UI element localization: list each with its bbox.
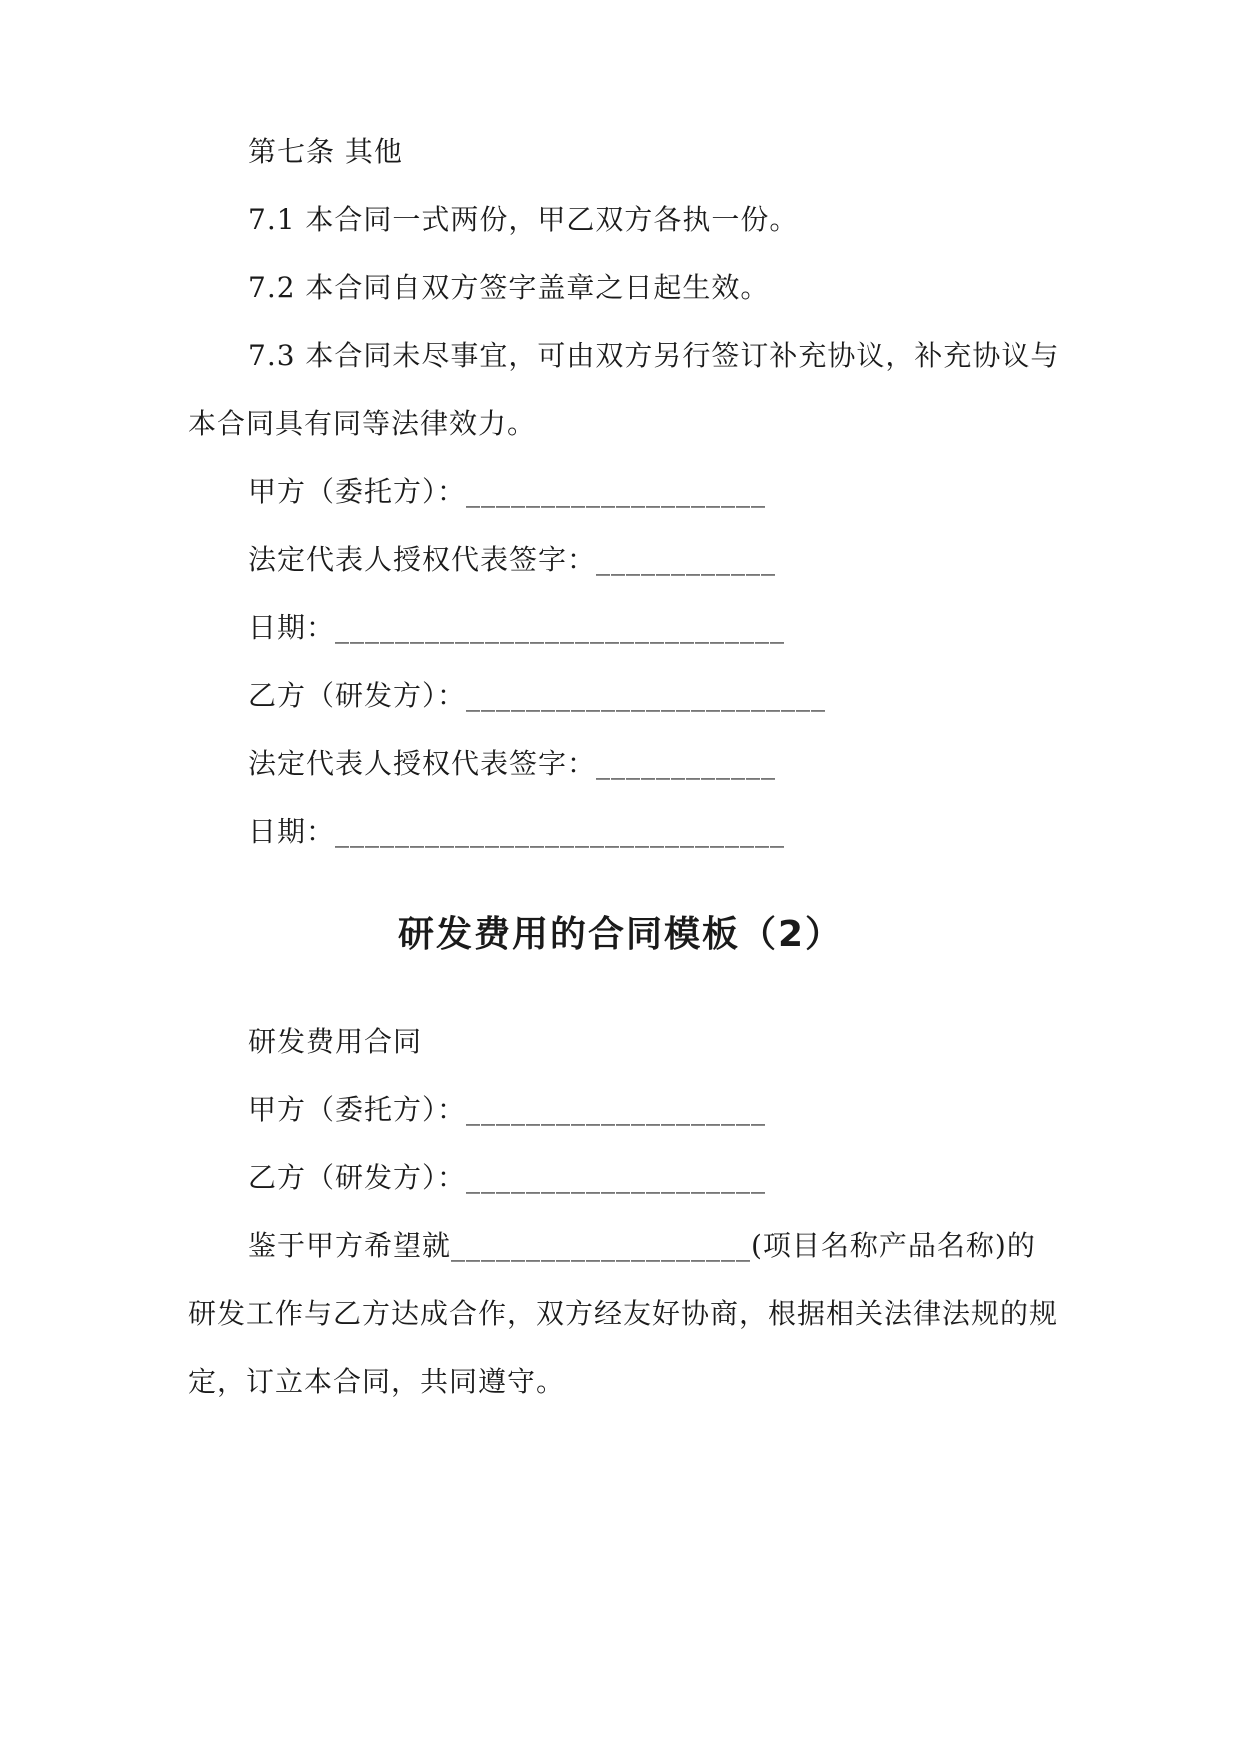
party-b-signature-line: 乙方（研发方）：________________________ — [248, 679, 827, 712]
template-2-party-a-line: 甲方（委托方）：____________________ — [248, 1093, 767, 1126]
preamble-line-3: 定，订立本合同，共同遵守。 — [188, 1365, 566, 1398]
contract-name: 研发费用合同 — [248, 1025, 423, 1058]
clause-7-3-line-2: 本合同具有同等法律效力。 — [188, 407, 537, 440]
party-a-date-line: 日期：______________________________ — [248, 611, 786, 644]
preamble-line-1: 鉴于甲方希望就____________________(项目名称产品名称)的 — [248, 1229, 1036, 1262]
party-a-representative-line: 法定代表人授权代表签字：____________ — [248, 543, 777, 576]
section-7-heading: 第七条 其他 — [248, 135, 403, 168]
party-a-signature-line: 甲方（委托方）：____________________ — [248, 475, 767, 508]
clause-7-2: 7.2 本合同自双方签字盖章之日起生效。 — [248, 271, 770, 304]
preamble-line-2: 研发工作与乙方达成合作，双方经友好协商，根据相关法律法规的规 — [188, 1297, 1059, 1330]
party-b-representative-line: 法定代表人授权代表签字：____________ — [248, 747, 777, 780]
party-b-date-line: 日期：______________________________ — [248, 815, 786, 848]
template-2-title: 研发费用的合同模板（2） — [397, 914, 844, 955]
clause-7-3-line-1: 7.3 本合同未尽事宜，可由双方另行签订补充协议，补充协议与 — [248, 339, 1060, 372]
template-2-party-b-line: 乙方（研发方）：____________________ — [248, 1161, 767, 1194]
clause-7-1: 7.1 本合同一式两份，甲乙双方各执一份。 — [248, 203, 799, 236]
